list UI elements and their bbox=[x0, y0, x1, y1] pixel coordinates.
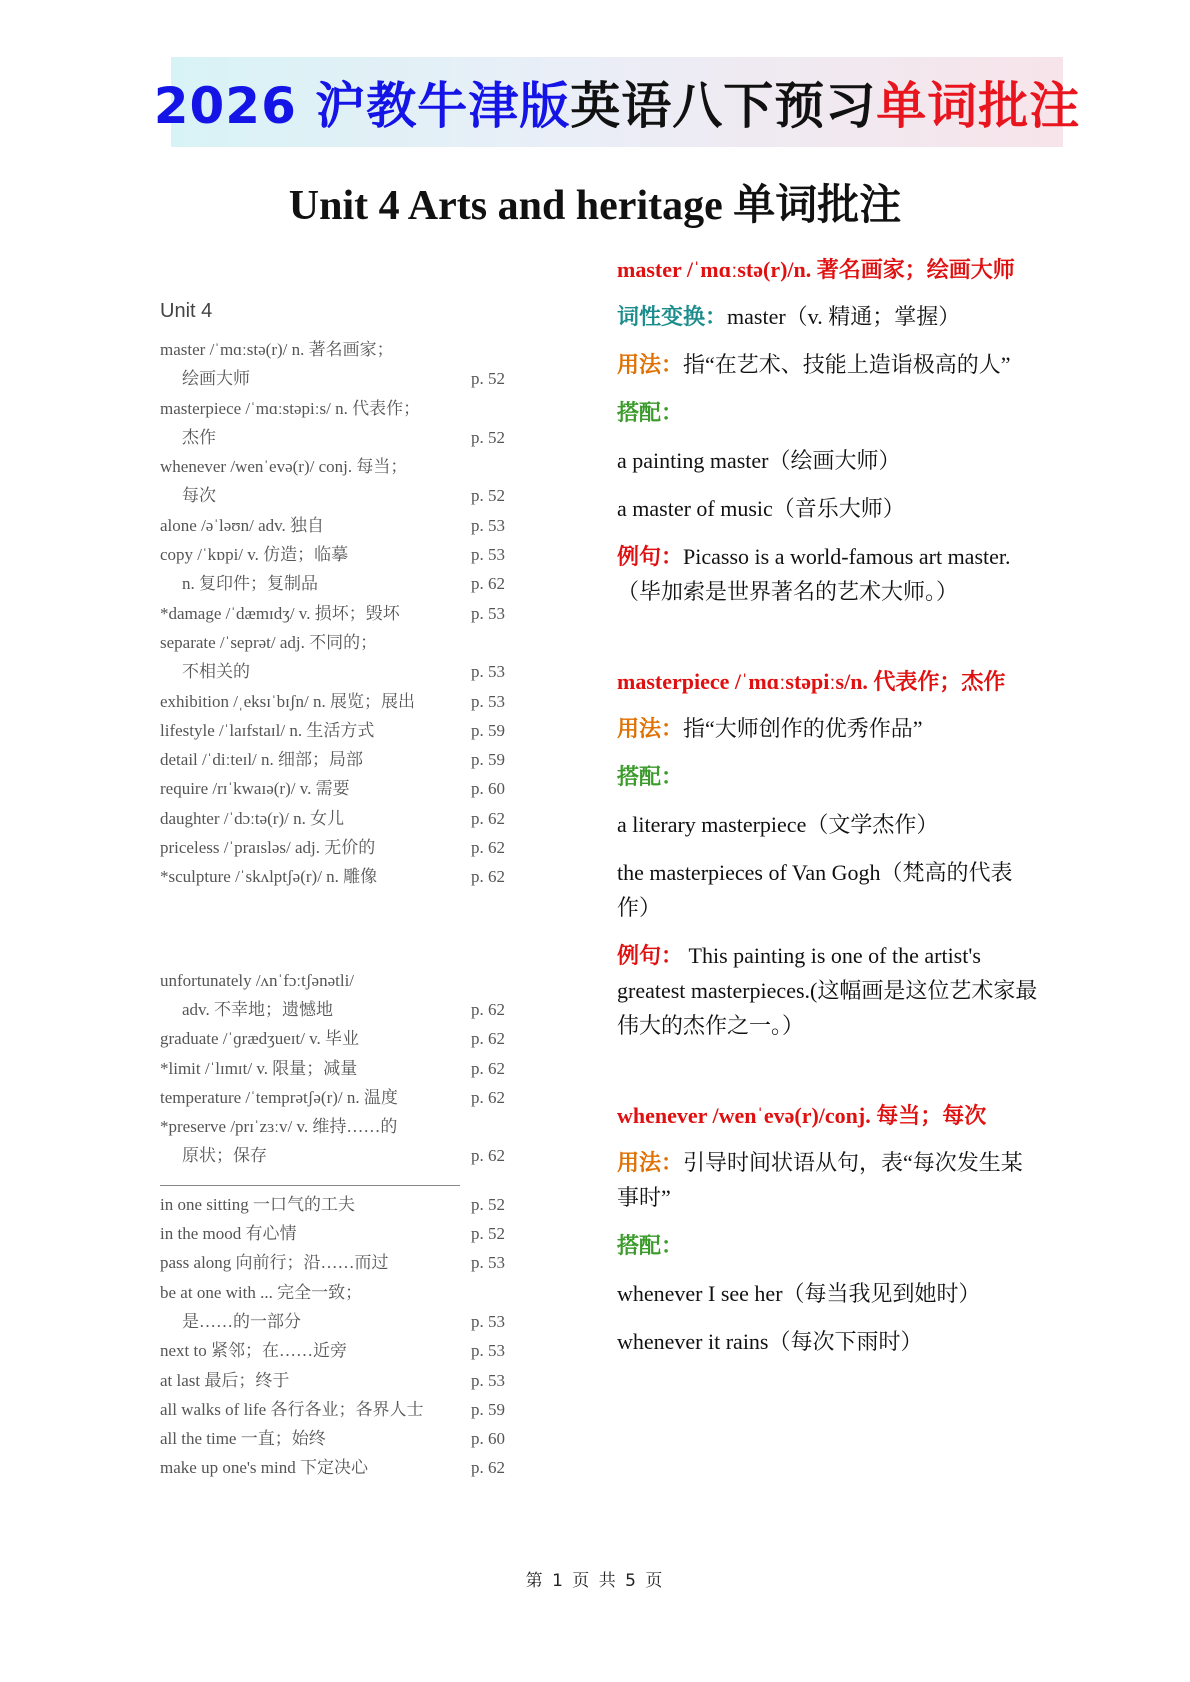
page-reference: p. 60 bbox=[471, 779, 505, 799]
word-list-row bbox=[160, 599, 505, 628]
word-list-row bbox=[160, 364, 505, 393]
page-reference: p. 60 bbox=[471, 1429, 505, 1449]
entry-heading: whenever /wenˈevə(r)/conj. 每当；每次 bbox=[617, 1103, 987, 1128]
page-reference: p. 62 bbox=[471, 574, 505, 594]
banner-part-2: 英语八下预习 bbox=[570, 77, 877, 135]
collocation-item: whenever it rains（每次下雨时） bbox=[617, 1329, 923, 1354]
word-list-row bbox=[160, 966, 505, 995]
word-list-entry: copy /ˈkɒpi/ v. 仿造；临摹 bbox=[160, 545, 349, 565]
word-list-entry: make up one's mind 下定决心 bbox=[160, 1458, 368, 1478]
word-list-entry: in one sitting 一口气的工夫 bbox=[160, 1194, 356, 1214]
banner-part-3: 单词批注 bbox=[876, 77, 1081, 135]
word-list-row bbox=[160, 335, 505, 364]
word-list-row bbox=[160, 1112, 505, 1141]
word-list-row bbox=[160, 716, 505, 745]
word-list-row bbox=[160, 1141, 505, 1170]
word-list-entry: 每次 bbox=[182, 486, 216, 506]
word-list-row bbox=[160, 657, 505, 686]
word-list-entry: 不相关的 bbox=[182, 662, 250, 682]
word-list-entry: *preserve /prɪˈzɜːv/ v. 维持……的 bbox=[160, 1117, 398, 1137]
page-reference: p. 62 bbox=[471, 867, 505, 887]
title-banner bbox=[153, 57, 1081, 147]
page-reference: p. 62 bbox=[471, 1458, 505, 1478]
usage-line bbox=[617, 347, 1042, 382]
word-list-row bbox=[160, 394, 505, 423]
entry-heading: masterpiece /ˈmɑːstəpiːs/n. 代表作；杰作 bbox=[617, 669, 1006, 694]
word-list-entry: separate /ˈseprət/ adj. 不同的； bbox=[160, 632, 378, 652]
word-list-entry: in the mood 有心情 bbox=[160, 1224, 297, 1244]
word-list-entry: pass along 向前行；沿……而过 bbox=[160, 1253, 389, 1273]
word-list-entry: n. 复印件；复制品 bbox=[182, 574, 318, 594]
word-list-entry: alone /əˈləʊn/ adv. 独自 bbox=[160, 515, 325, 535]
usage-line bbox=[617, 711, 1042, 746]
page-footer: 第 1 页 共 5 页 bbox=[525, 1571, 665, 1591]
word-list-row bbox=[160, 687, 505, 716]
collocation-label: 搭配： bbox=[617, 1233, 684, 1258]
word-list-entry: temperature /ˈtemprətʃə(r)/ n. 温度 bbox=[160, 1087, 398, 1107]
word-list-entry: master /ˈmɑːstə(r)/ n. 著名画家； bbox=[160, 340, 394, 359]
example-text: This painting is one of the artist's greatest masterpieces.(这幅画是这位艺术家最伟大的杰作之一。） bbox=[617, 943, 1038, 1038]
word-list-entry: 是……的一部分 bbox=[182, 1311, 301, 1331]
word-list-entry: priceless /ˈpraɪsləs/ adj. 无价的 bbox=[160, 838, 376, 858]
word-list-row bbox=[160, 995, 505, 1024]
collocation-item: a painting master（绘画大师） bbox=[617, 448, 901, 473]
word-list-row bbox=[160, 628, 505, 657]
collocation-item: the masterpieces of Van Gogh（梵高的代表作） bbox=[617, 860, 1013, 920]
word-list-row bbox=[160, 1219, 505, 1248]
example-label: 例句： bbox=[617, 943, 684, 968]
page-reference: p. 53 bbox=[471, 1370, 505, 1390]
word-list-entry: be at one with ... 完全一致； bbox=[160, 1282, 363, 1302]
page-reference: p. 62 bbox=[471, 1146, 505, 1166]
word-list-entry: all walks of life 各行各业；各界人士 bbox=[160, 1399, 424, 1419]
word-list-row bbox=[160, 481, 505, 510]
page-reference: p. 53 bbox=[471, 1311, 505, 1331]
word-list-row bbox=[160, 540, 505, 569]
word-list-entry: *damage /ˈdæmɪdʒ/ v. 损坏；毁坏 bbox=[160, 603, 400, 623]
word-list-row bbox=[160, 1453, 505, 1482]
scanned-word-list bbox=[160, 300, 505, 1483]
collocation-label: 搭配： bbox=[617, 764, 684, 789]
usage-text: 引导时间状语从句，表“每次发生某事时” bbox=[617, 1150, 1023, 1210]
page-reference: p. 52 bbox=[471, 427, 505, 447]
page-reference: p. 62 bbox=[471, 1029, 505, 1049]
word-list-entry: whenever /wenˈevə(r)/ conj. 每当； bbox=[160, 457, 408, 477]
word-list-entry: all the time 一直；始终 bbox=[160, 1429, 326, 1449]
page-reference: p. 59 bbox=[471, 750, 505, 770]
page-reference: p. 53 bbox=[471, 691, 505, 711]
word-list-row bbox=[160, 1395, 505, 1424]
word-list-row bbox=[160, 1336, 505, 1365]
word-list-row bbox=[160, 452, 505, 481]
page-reference: p. 53 bbox=[471, 603, 505, 623]
word-list-row bbox=[160, 804, 505, 833]
page-reference: p. 62 bbox=[471, 808, 505, 828]
word-list-row bbox=[160, 1190, 505, 1219]
word-list-entry: require /rɪˈkwaɪə(r)/ v. 需要 bbox=[160, 779, 350, 799]
page-reference: p. 52 bbox=[471, 486, 505, 506]
example-text: Picasso is a world-famous art master.（毕加索是世界著名的艺术大师。） bbox=[617, 544, 1011, 604]
usage-text: 指“在艺术、技能上造诣极高的人” bbox=[683, 352, 1011, 377]
word-list-row bbox=[160, 423, 505, 452]
collocation-item: whenever I see her（每当我见到她时） bbox=[617, 1281, 981, 1306]
collocation-label: 搭配： bbox=[617, 400, 684, 425]
page-reference: p. 52 bbox=[471, 1224, 505, 1244]
word-list-row bbox=[160, 1248, 505, 1277]
page-reference: p. 53 bbox=[471, 662, 505, 682]
page-reference: p. 53 bbox=[471, 515, 505, 535]
divider bbox=[160, 1185, 460, 1186]
word-list-group-1 bbox=[160, 335, 505, 892]
word-list-entry: *sculpture /ˈskʌlptʃə(r)/ n. 雕像 bbox=[160, 867, 378, 887]
word-list-row bbox=[160, 833, 505, 862]
entry-master bbox=[617, 252, 1042, 609]
page-reference: p. 52 bbox=[471, 1194, 505, 1214]
word-list-row bbox=[160, 1366, 505, 1395]
page-reference: p. 59 bbox=[471, 1399, 505, 1419]
pos-change-text: master（v. 精通；掌握） bbox=[727, 304, 961, 329]
word-list-entry: graduate /ˈɡrædʒueɪt/ v. 毕业 bbox=[160, 1029, 360, 1049]
word-list-entry: masterpiece /ˈmɑːstəpiːs/ n. 代表作； bbox=[160, 398, 421, 418]
word-list-row bbox=[160, 1307, 505, 1336]
page-reference: p. 53 bbox=[471, 1341, 505, 1361]
unit-title: Unit 4 Arts and heritage 单词批注 bbox=[288, 183, 902, 229]
pos-change-label: 词性变换： bbox=[617, 304, 728, 329]
page-reference: p. 53 bbox=[471, 1253, 505, 1273]
annotation-column bbox=[617, 252, 1042, 1372]
word-list-entry: adv. 不幸地；遗憾地 bbox=[182, 999, 333, 1019]
word-list-entry: detail /ˈdiːteɪl/ n. 细部；局部 bbox=[160, 750, 364, 770]
word-list-entry: next to 紧邻；在……近旁 bbox=[160, 1341, 347, 1361]
word-list-row bbox=[160, 774, 505, 803]
page-reference: p. 62 bbox=[471, 999, 505, 1019]
word-list-entry: at last 最后；终于 bbox=[160, 1370, 290, 1390]
entry-masterpiece bbox=[617, 664, 1042, 1043]
usage-label: 用法： bbox=[617, 352, 684, 377]
word-list-entry: lifestyle /ˈlaɪfstaɪl/ n. 生活方式 bbox=[160, 720, 375, 740]
word-list-entry: unfortunately /ʌnˈfɔːtʃənətli/ bbox=[160, 970, 355, 990]
word-list-row bbox=[160, 1024, 505, 1053]
word-list-entry: *limit /ˈlɪmɪt/ v. 限量；减量 bbox=[160, 1058, 358, 1078]
page-reference: p. 62 bbox=[471, 1087, 505, 1107]
page-reference: p. 62 bbox=[471, 838, 505, 858]
page-reference: p. 62 bbox=[471, 1058, 505, 1078]
banner-part-1: 2026 沪教牛津版 bbox=[153, 77, 571, 135]
word-list-row bbox=[160, 1424, 505, 1453]
word-list-row bbox=[160, 862, 505, 891]
phrase-list bbox=[160, 1190, 505, 1483]
usage-text: 指“大师创作的优秀作品” bbox=[683, 716, 923, 741]
page-reference: p. 52 bbox=[471, 369, 505, 389]
entry-heading: master /ˈmɑːstə(r)/n. 著名画家；绘画大师 bbox=[617, 257, 1015, 282]
word-list-row bbox=[160, 1054, 505, 1083]
example-line bbox=[617, 938, 1042, 1043]
word-list-entry: exhibition /ˌeksɪˈbɪʃn/ n. 展览；展出 bbox=[160, 691, 415, 711]
example-line bbox=[617, 539, 1042, 609]
collocation-item: a literary masterpiece（文学杰作） bbox=[617, 812, 939, 837]
word-list-entry: 绘画大师 bbox=[182, 369, 250, 389]
word-list-entry: 杰作 bbox=[182, 427, 216, 447]
collocation-item: a master of music（音乐大师） bbox=[617, 496, 905, 521]
entry-whenever bbox=[617, 1098, 1042, 1359]
usage-line bbox=[617, 1145, 1042, 1215]
word-list-row bbox=[160, 569, 505, 598]
usage-label: 用法： bbox=[617, 716, 684, 741]
word-list-heading: Unit 4 bbox=[160, 300, 213, 322]
word-list-group-2 bbox=[160, 966, 505, 1171]
example-label: 例句： bbox=[617, 544, 684, 569]
word-list-row bbox=[160, 511, 505, 540]
page-reference: p. 53 bbox=[471, 545, 505, 565]
page-reference: p. 59 bbox=[471, 720, 505, 740]
word-list-row bbox=[160, 745, 505, 774]
pos-change-line bbox=[617, 299, 1042, 334]
word-list-entry: daughter /ˈdɔːtə(r)/ n. 女儿 bbox=[160, 808, 345, 828]
word-list-row bbox=[160, 1278, 505, 1307]
usage-label: 用法： bbox=[617, 1150, 684, 1175]
word-list-row bbox=[160, 1083, 505, 1112]
word-list-entry: 原状；保存 bbox=[182, 1146, 267, 1166]
